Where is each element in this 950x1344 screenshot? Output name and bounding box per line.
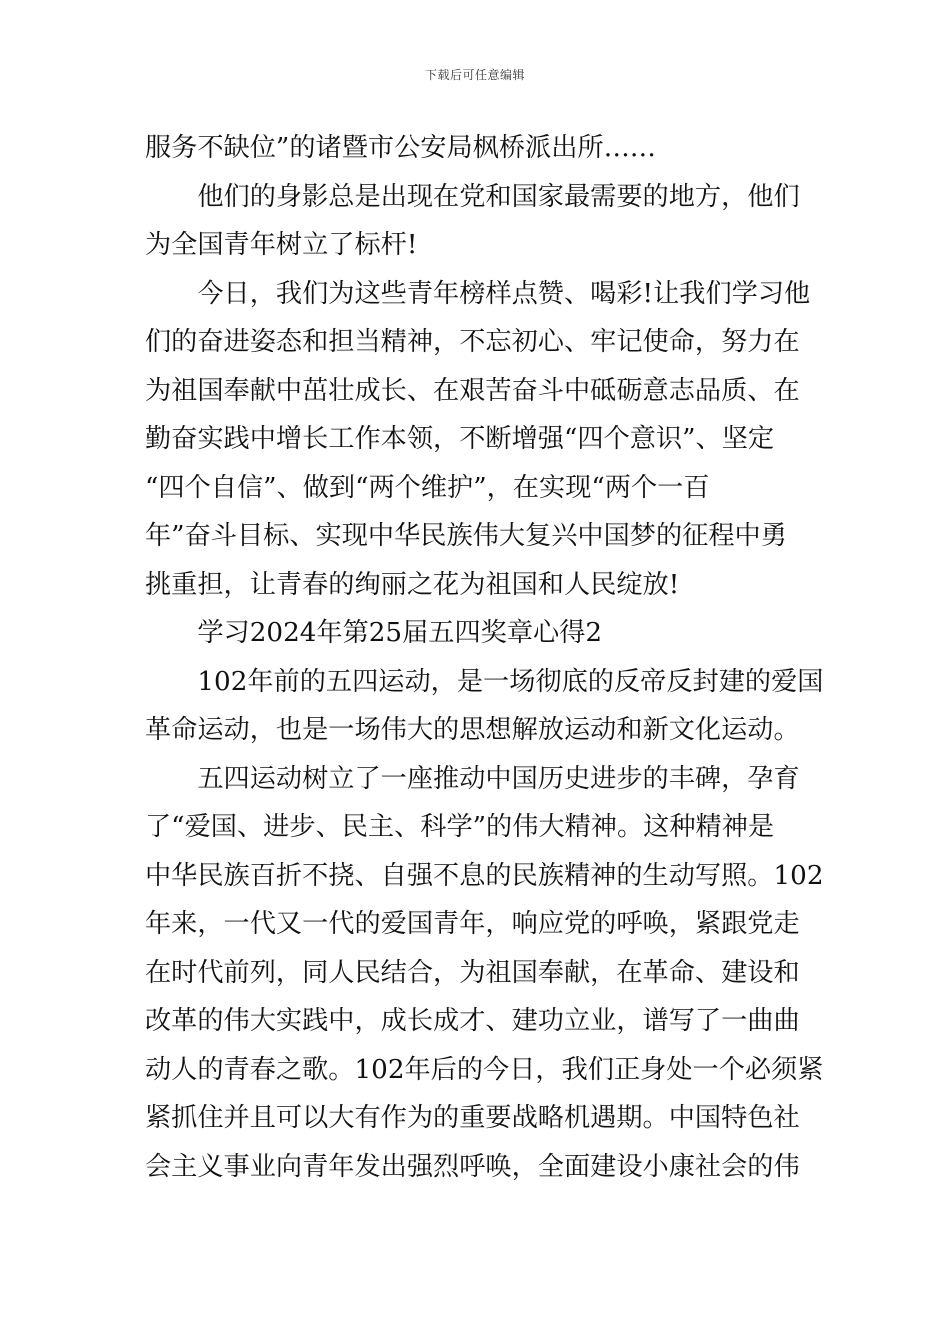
text-line: 年来，一代又一代的爱国青年，响应党的呼唤，紧跟党走 bbox=[145, 909, 800, 939]
text-line: 102年前的五四运动，是一场彻底的反帝反封建的爱国 bbox=[145, 666, 824, 697]
text-line: 会主义事业向青年发出强烈呼唤，全面建设小康社会的伟 bbox=[145, 1151, 800, 1182]
text-line: 为全国青年树立了标杆! bbox=[145, 230, 418, 260]
text-line: 挑重担，让青春的绚丽之花为祖国和人民绽放! bbox=[145, 569, 680, 600]
text-line: 革命运动，也是一场伟大的思想解放运动和新文化运动。 bbox=[145, 715, 800, 745]
section-heading: 学习2024年第25届五四奖章心得2 bbox=[145, 618, 603, 648]
text-line: 紧抓住并且可以大有作为的重要战略机遇期。中国特色社 bbox=[145, 1103, 800, 1133]
text-line: 改革的伟大实践中，成长成才、建功立业，谱写了一曲曲 bbox=[145, 1006, 800, 1036]
text-line: 今日，我们为这些青年榜样点赞、喝彩!让我们学习他 bbox=[145, 278, 811, 309]
text-line: 在时代前列，同人民结合，为祖国奉献，在革命、建设和 bbox=[145, 957, 800, 988]
text-line: 了“爱国、进步、民主、科学”的伟大精神。这种精神是 bbox=[145, 812, 775, 842]
text-line: 年”奋斗目标、实现中华民族伟大复兴中国梦的征程中勇 bbox=[145, 521, 787, 551]
text-line: 为祖国奉献中茁壮成长、在艰苦奋斗中砥砺意志品质、在 bbox=[145, 375, 800, 406]
text-line: 服务不缺位”的诸暨市公安局枫桥派出所…… bbox=[145, 133, 656, 163]
page-header: 下载后可任意编辑 bbox=[424, 68, 525, 82]
text-line: 们的奋进姿态和担当精神，不忘初心、牢记使命，努力在 bbox=[145, 327, 800, 357]
text-line: 动人的青春之歌。102年后的今日，我们正身处一个必须紧 bbox=[145, 1054, 824, 1085]
text-line: “四个自信”、做到“两个维护”，在实现“两个一百 bbox=[145, 472, 710, 503]
text-line: 五四运动树立了一座推动中国历史进步的丰碑，孕育 bbox=[145, 763, 800, 794]
text-line: 中华民族百折不挠、自强不息的民族精神的生动写照。102 bbox=[145, 860, 824, 891]
document-body bbox=[145, 128, 824, 1195]
text-line: 勤奋实践中增长工作本领，不断增强“四个意识”、坚定 bbox=[145, 424, 775, 454]
text-line: 他们的身影总是出现在党和国家最需要的地方，他们 bbox=[145, 181, 800, 212]
